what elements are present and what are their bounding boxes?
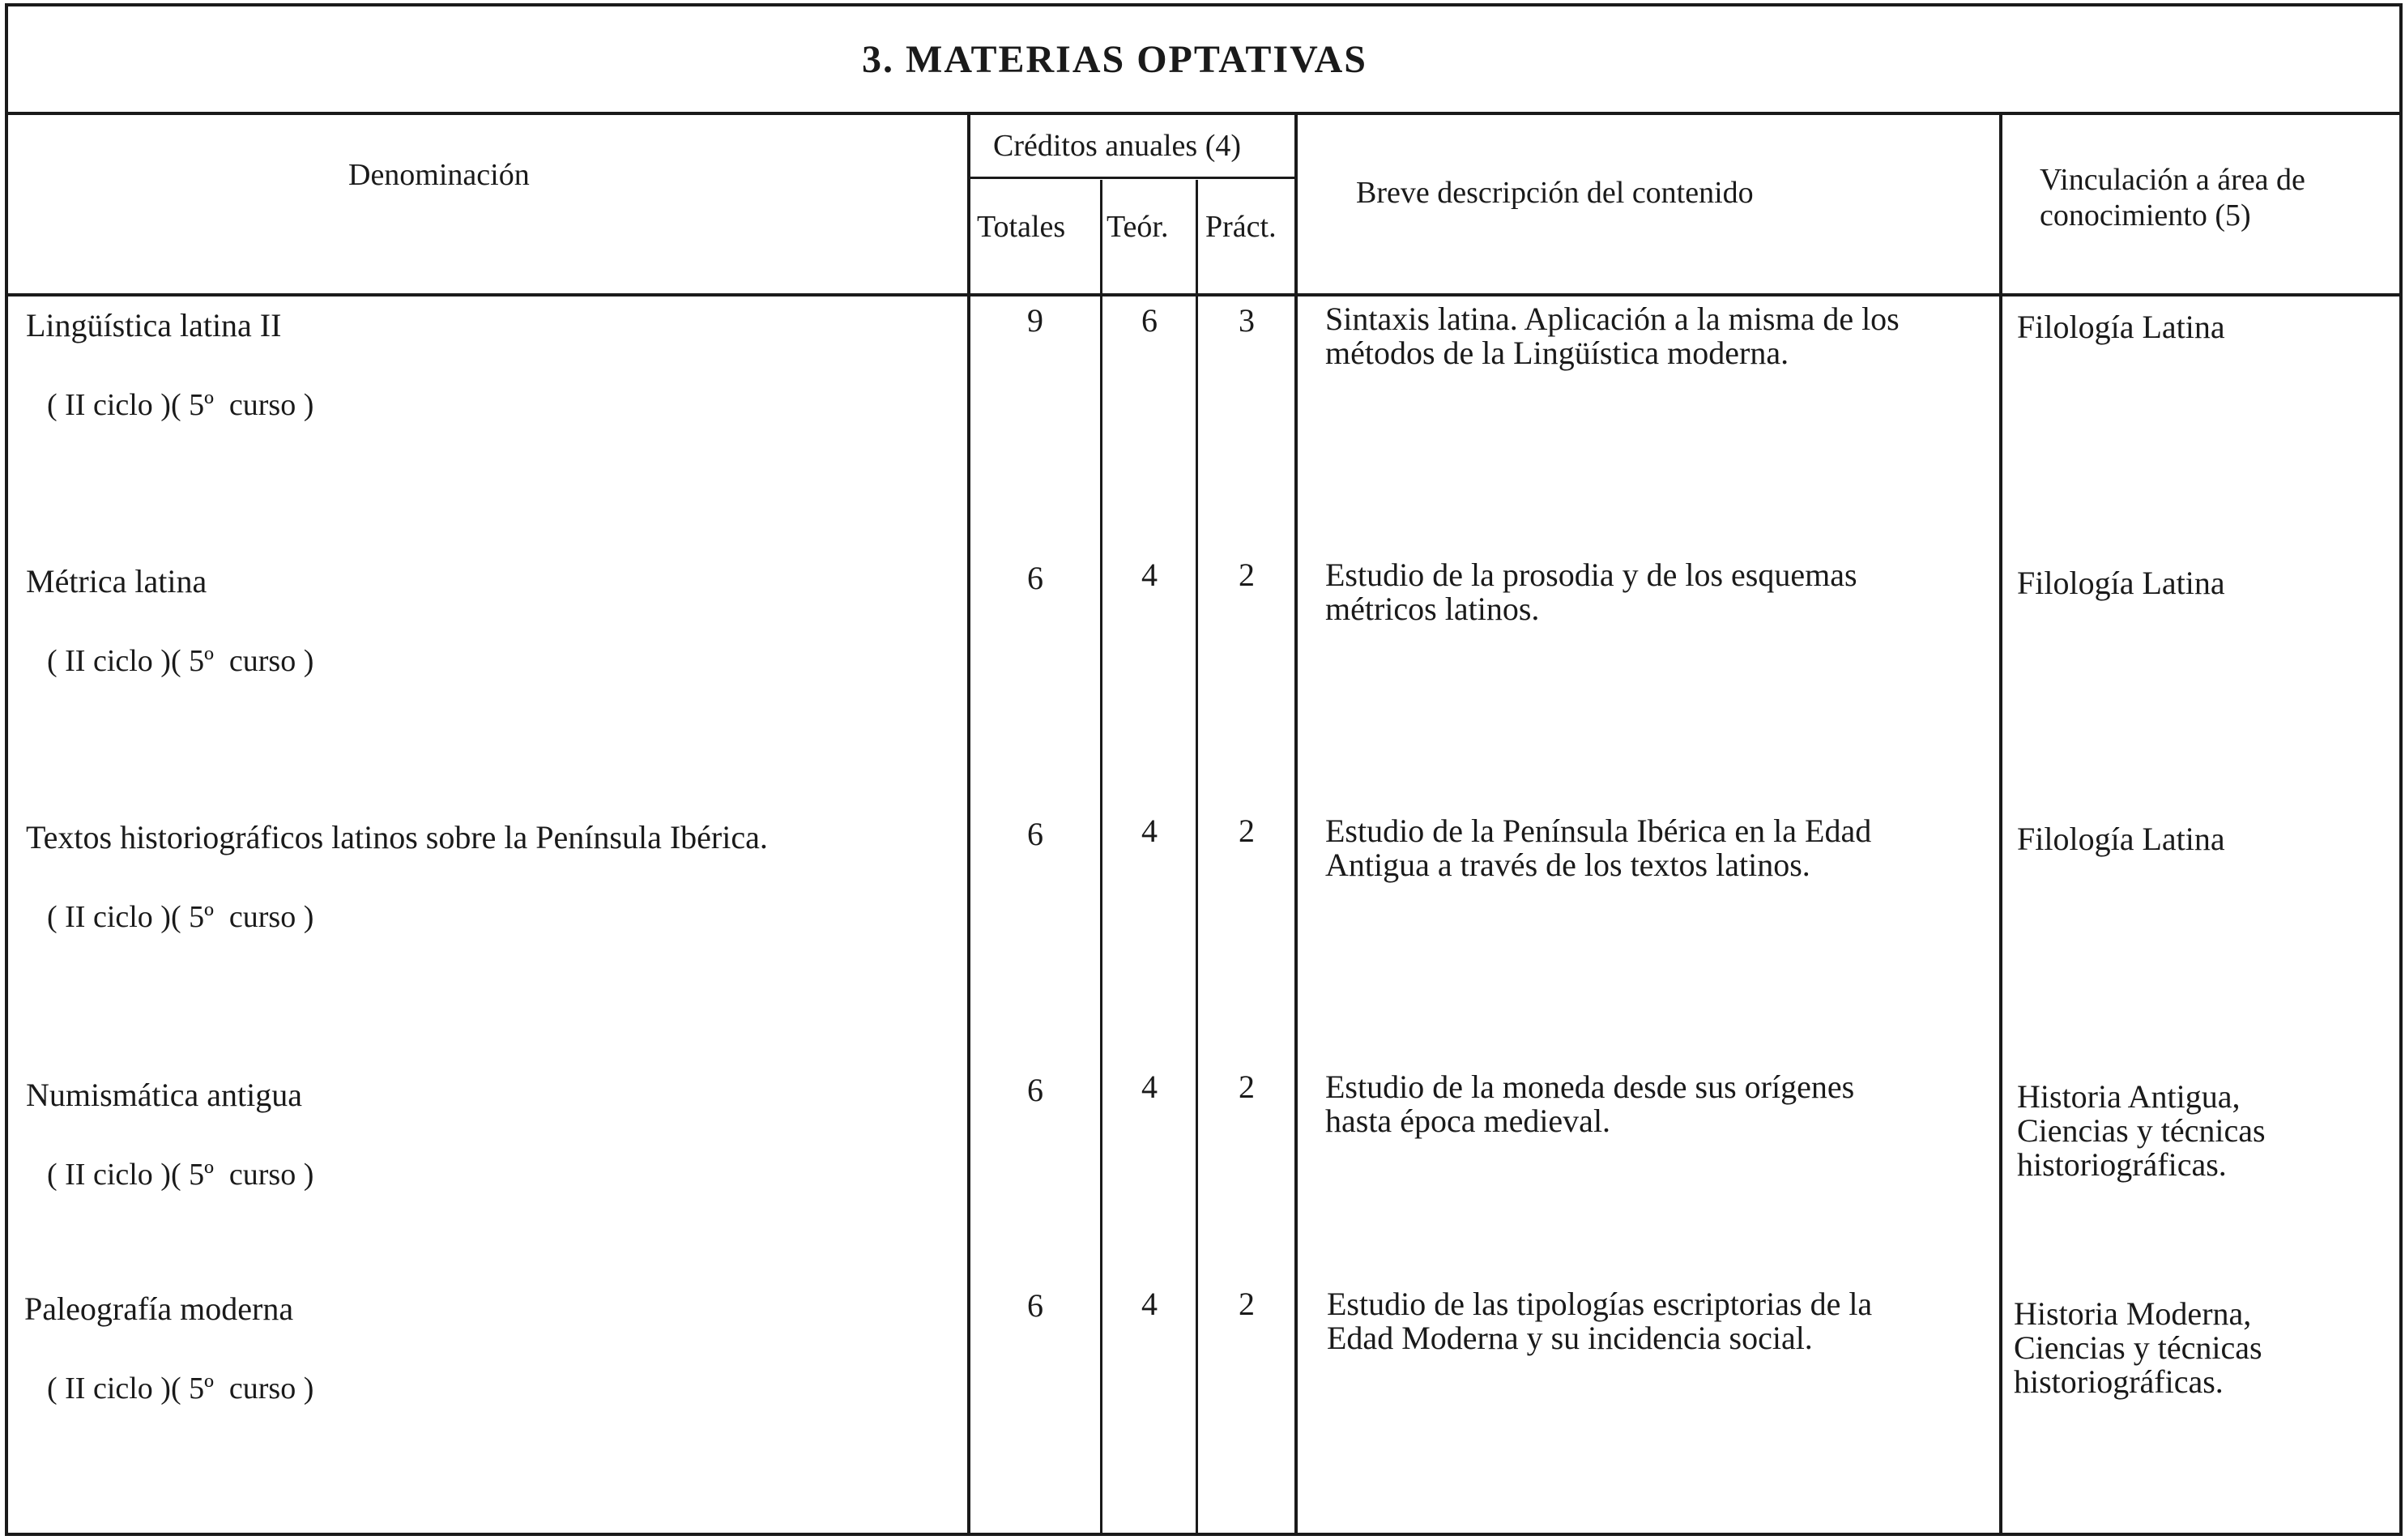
credits-totales: 6 bbox=[1027, 560, 1043, 596]
description-line: Estudio de la prosodia y de los esquemas bbox=[1325, 557, 1857, 593]
description-line: Antigua a través de los textos latinos. bbox=[1325, 847, 1810, 883]
table-title: 3. MATERIAS OPTATIVAS bbox=[862, 37, 1367, 81]
credits-teor: 6 bbox=[1141, 302, 1158, 339]
credits-totales: 9 bbox=[1027, 302, 1043, 339]
header-descripcion: Breve descripción del contenido bbox=[1356, 176, 1754, 210]
knowledge-area: Filología Latina bbox=[2017, 309, 2225, 345]
credits-totales: 6 bbox=[1027, 816, 1043, 852]
header-vinculacion-line1: Vinculación a área de bbox=[2040, 163, 2305, 197]
credits-totales: 6 bbox=[1027, 1072, 1043, 1108]
header-teor: Teór. bbox=[1107, 210, 1169, 244]
subject-name: Lingüística latina II bbox=[26, 307, 282, 343]
knowledge-area: Ciencias y técnicas bbox=[2014, 1329, 2262, 1366]
header-vinculacion-line2: conocimiento (5) bbox=[2040, 198, 2251, 232]
materias-optativas-table bbox=[5, 3, 2403, 1536]
column-divider bbox=[1294, 112, 1298, 1533]
knowledge-area: historiográficas. bbox=[2017, 1146, 2227, 1183]
description-line: Edad Moderna y su incidencia social. bbox=[1327, 1320, 1813, 1356]
subject-name: Métrica latina bbox=[26, 563, 207, 599]
credits-teor: 4 bbox=[1141, 813, 1158, 849]
subject-cycle: ( II ciclo )( 5º curso ) bbox=[47, 1158, 314, 1192]
subject-cycle: ( II ciclo )( 5º curso ) bbox=[47, 388, 314, 422]
table-title-bar bbox=[8, 6, 2399, 115]
description-line: Sintaxis latina. Aplicación a la misma de los bbox=[1325, 301, 1900, 337]
description-line: métodos de la Lingüística moderna. bbox=[1325, 335, 1789, 371]
knowledge-area: Historia Moderna, bbox=[2014, 1295, 2252, 1332]
knowledge-area: Ciencias y técnicas bbox=[2017, 1112, 2266, 1149]
subject-name: Textos historiográficos latinos sobre la Península Ibérica. bbox=[26, 819, 768, 855]
header-totales: Totales bbox=[977, 210, 1066, 244]
credits-teor: 4 bbox=[1141, 1069, 1158, 1105]
header-pract: Práct. bbox=[1205, 210, 1277, 244]
credits-pract: 2 bbox=[1239, 1286, 1255, 1322]
column-divider bbox=[1999, 112, 2002, 1533]
credits-pract: 3 bbox=[1239, 302, 1255, 339]
subject-cycle: ( II ciclo )( 5º curso ) bbox=[47, 900, 314, 934]
knowledge-area: Filología Latina bbox=[2017, 565, 2225, 601]
header-creditos-anuales: Créditos anuales (4) bbox=[993, 129, 1242, 163]
column-divider bbox=[1100, 180, 1102, 1533]
credits-pract: 2 bbox=[1239, 813, 1255, 849]
description-line: métricos latinos. bbox=[1325, 591, 1540, 627]
credits-totales: 6 bbox=[1027, 1287, 1043, 1324]
description-line: Estudio de la moneda desde sus orígenes bbox=[1325, 1069, 1855, 1105]
subject-name: Paleografía moderna bbox=[24, 1290, 294, 1327]
column-divider bbox=[1196, 180, 1198, 1533]
credits-teor: 4 bbox=[1141, 1286, 1158, 1322]
header-bottom-rule bbox=[8, 293, 2399, 296]
subject-name: Numismática antigua bbox=[26, 1077, 303, 1113]
header-denominacion: Denominación bbox=[348, 158, 530, 192]
credits-pract: 2 bbox=[1239, 557, 1255, 593]
subject-cycle: ( II ciclo )( 5º curso ) bbox=[47, 1371, 314, 1406]
credits-teor: 4 bbox=[1141, 557, 1158, 593]
knowledge-area: historiográficas. bbox=[2014, 1363, 2224, 1400]
description-line: Estudio de la Península Ibérica en la Edad bbox=[1325, 813, 1872, 849]
knowledge-area: Historia Antigua, bbox=[2017, 1078, 2241, 1115]
credits-subheader-rule bbox=[967, 177, 1296, 179]
description-line: Estudio de las tipologías escriptorias de la bbox=[1327, 1286, 1873, 1322]
subject-cycle: ( II ciclo )( 5º curso ) bbox=[47, 644, 314, 678]
credits-pract: 2 bbox=[1239, 1069, 1255, 1105]
knowledge-area: Filología Latina bbox=[2017, 821, 2225, 857]
description-line: hasta época medieval. bbox=[1325, 1103, 1611, 1139]
